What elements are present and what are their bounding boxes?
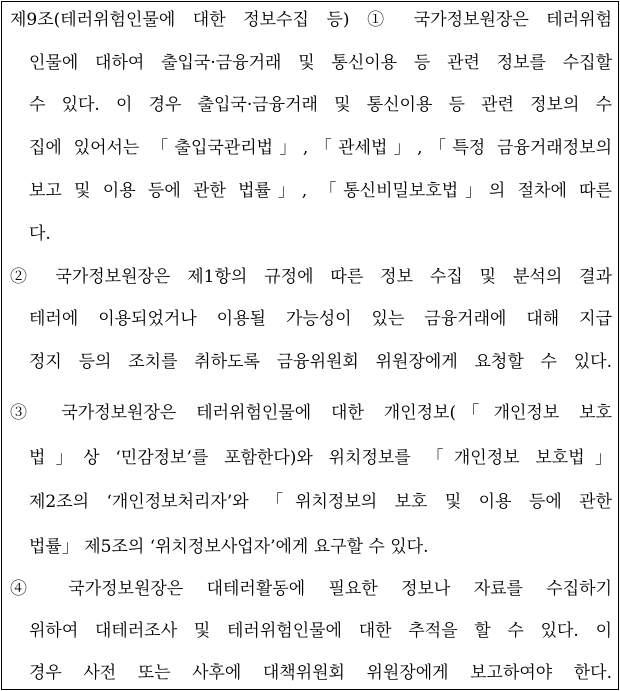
paragraph-2-line-1: ② 국가정보원장은 제1항의 규정에 따른 정보 수집 및 분석의 결과 bbox=[10, 267, 612, 287]
paragraph-1-line-4: 집에 있어서는 「출입국관리법」,「관세법」,「특정 금융거래정보의 bbox=[29, 138, 612, 158]
paragraph-3-line-2: 법」상 ‘민감정보’를 포함한다)와 위치정보를 「개인정보 보호법」 bbox=[29, 448, 612, 468]
paragraph-1-line-5: 보고 및 이용 등에 관한 법률」, 「통신비밀보호법」의 절차에 따른 bbox=[29, 181, 612, 201]
paragraph-2-line-2: 테러에 이용되었거나 이용될 가능성이 있는 금융거래에 대해 지급 bbox=[29, 309, 612, 329]
paragraph-3-line-4: 법률」 제5조의 ‘위치정보사업자’에게 요구할 수 있다. bbox=[29, 537, 429, 557]
paragraph-1-line-3: 수 있다. 이 경우 출입국·금융거래 및 통신이용 등 관련 정보의 수 bbox=[29, 95, 612, 115]
paragraph-4-line-2: 위하여 대테러조사 및 테러위험인물에 대한 추적을 할 수 있다. 이 bbox=[29, 621, 612, 641]
paragraph-1-line-6: 다. bbox=[29, 224, 51, 244]
paragraph-1-line-2: 인물에 대하여 출입국·금융거래 및 통신이용 등 관련 정보를 수집할 bbox=[29, 53, 612, 73]
paragraph-4-line-1: ④ 국가정보원장은 대테러활동에 필요한 정보나 자료를 수집하기 bbox=[10, 579, 612, 599]
paragraph-3-line-1: ③ 국가정보원장은 테러위험인물에 대한 개인정보(「개인정보 보호 bbox=[10, 403, 612, 423]
paragraph-2-line-3: 정지 등의 조치를 취하도록 금융위원회 위원장에게 요청할 수 있다. bbox=[29, 352, 612, 372]
paragraph-3-line-3: 제2조의 ‘개인정보처리자’와 「위치정보의 보호 및 이용 등에 관한 bbox=[29, 492, 612, 512]
document-frame bbox=[1, 1, 619, 690]
paragraph-1-line-1: 제9조(테러위험인물에 대한 정보수집 등) ① 국가정보원장은 테러위험 bbox=[10, 10, 612, 30]
paragraph-4-line-3: 경우 사전 또는 사후에 대책위원회 위원장에게 보고하여야 한다. bbox=[29, 663, 612, 683]
